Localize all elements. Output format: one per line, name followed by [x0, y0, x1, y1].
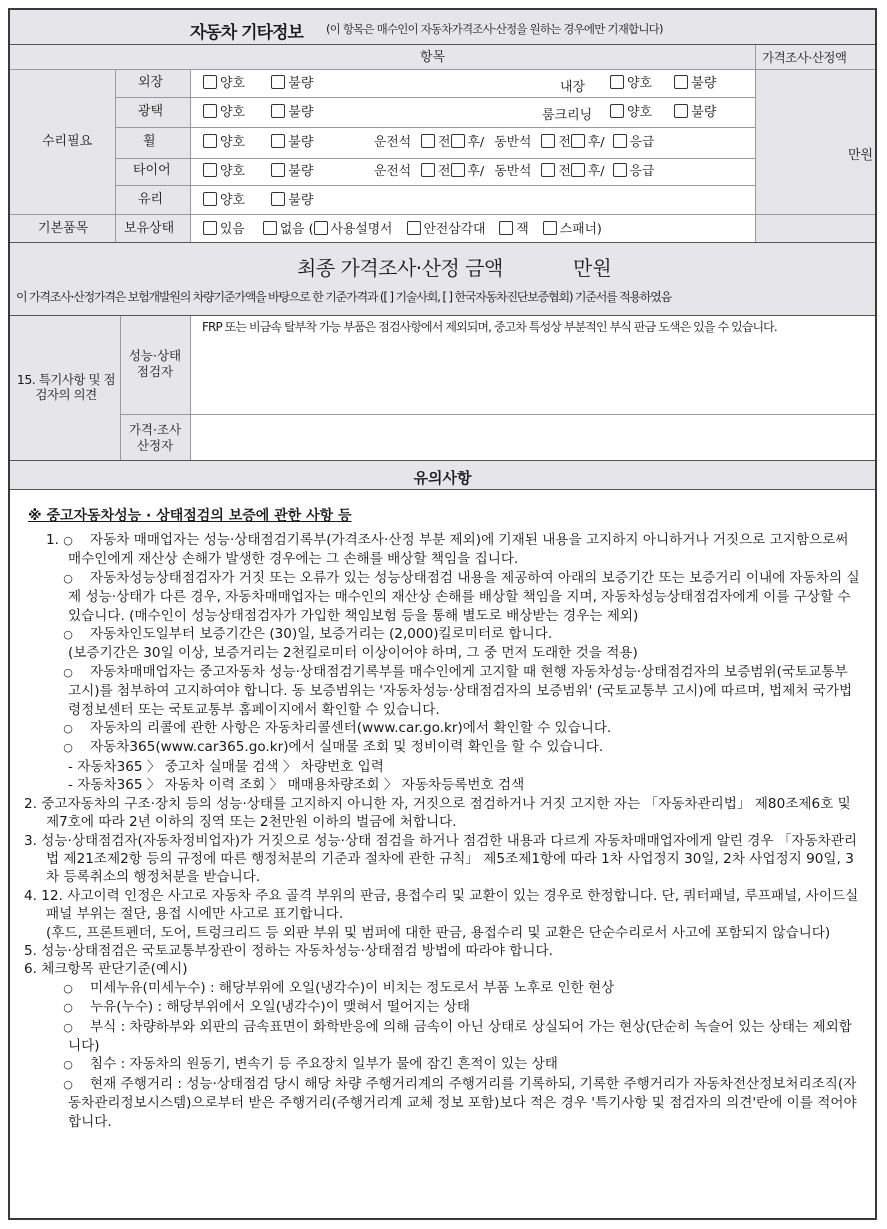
notice-3: 3. 성능·상태점검자(자동차정비업자)가 거짓으로 성능·상태 점검을 하거나 점검한 내용과 다르게 자동차매매업자에게 알린 경우 「자동차관리법 제21조제2항 등의 규정에 따른 행정처분의 기준과 절차에 관한 규칙」 제5조제1항에 따라 1차 사업정지 30일, 2차 사업정지 90일, 3차 등록취소의 행정처분을 받습니다.: [24, 832, 858, 886]
driver-front-checkbox[interactable]: [421, 134, 435, 148]
triangle-checkbox[interactable]: [407, 221, 421, 235]
owned-options: 있음 없음 ( 사용설명서 안전삼각대 잭 스패너): [203, 221, 602, 238]
owned-yes-checkbox[interactable]: [203, 221, 217, 235]
exterior-bad-checkbox[interactable]: [271, 75, 285, 89]
notice-header: 유의사항: [413, 469, 472, 487]
col-price-header: 가격조사·산정액: [762, 50, 847, 65]
interior-good-checkbox[interactable]: [610, 75, 624, 89]
notice-1c: 자동차인도일부터 보증기간은 (30)일, 보증거리는 (2,000)킬로미터로 합니다.: [90, 626, 553, 643]
driver-rear-checkbox[interactable]: [451, 134, 465, 148]
notice-6a: 미세누유(미세누수) : 해당부위에 오일(냉각수)이 비치는 정도로서 부품 노후로 인한 현상: [90, 979, 615, 996]
wheel-seat-row: 운전석 전 후/ 동반석 전 후/ 응급: [374, 135, 655, 150]
glass-options: 양호 불량: [203, 192, 321, 209]
appraiser-label: 가격·조사 산정자: [128, 422, 182, 453]
interior-label: 내장: [560, 80, 586, 95]
notice-6d: 침수 : 자동차의 원동기, 변속기 등 주요장치 일부가 물에 잠긴 흔적이 있는 상태: [90, 1056, 558, 1073]
gloss-options: 양호 불량: [203, 104, 321, 121]
notice-1f2: - 자동차365 〉 자동차 이력 조회 〉 매매용차량조회 〉 자동차등록번호 검색: [68, 777, 525, 794]
passenger-rear-checkbox[interactable]: [571, 134, 585, 148]
owned-no-checkbox[interactable]: [263, 221, 277, 235]
section-note: (이 항목은 매수인이 자동차가격조사·산정을 원하는 경우에만 기재합니다): [326, 22, 663, 36]
room-cleaning-label: 룸크리닝: [542, 108, 593, 123]
row-exterior: 외장: [138, 75, 164, 90]
gloss-good-checkbox[interactable]: [203, 104, 217, 118]
final-price-title: 최종 가격조사·산정 금액: [297, 256, 503, 280]
tire-good-checkbox[interactable]: [203, 163, 217, 177]
price-unit: 만원: [848, 148, 874, 163]
notice-4: 4. 12. 사고이력 인정은 사고로 자동차 주요 골격 부위의 판금, 용접수리 및 교환이 있는 경우로 한정합니다. 단, 쿼터패널, 루프패널, 사이드실패널 부위는 절단, 용접 시에만 사고로 표기합니다.: [24, 887, 859, 923]
passenger-front-checkbox-2[interactable]: [541, 163, 555, 177]
notice-5: 5. 성능·상태점검은 국토교통부장관이 정하는 자동차성능·상태점검 방법에 따라야 합니다.: [24, 942, 553, 959]
basic-items-label: 기본품목: [38, 221, 89, 236]
notice-2: 2. 중고자동차의 구조·장치 등의 성능·상태를 고지하지 아니한 자, 거짓으로 점검하거나 거짓 고지한 자는 「자동차관리법」 제80조제6호 및 제7호에 따라 2년 이하의 징역 또는 2천만원 이하의 벌금에 처합니다.: [24, 795, 851, 831]
opinion-label: 15. 특기사항 및 점검자의 의견: [16, 372, 116, 402]
driver-front-checkbox-2[interactable]: [421, 163, 435, 177]
jack-checkbox[interactable]: [499, 221, 513, 235]
passenger-rear-checkbox-2[interactable]: [571, 163, 585, 177]
document-frame: [8, 8, 877, 1220]
notice-6c: 부식 : 차량하부와 외판의 금속표면이 화학반응에 의해 금속이 아닌 상태로 상실되어 가는 현상(단순히 녹슬어 있는 상태는 제외합니다): [68, 1018, 852, 1054]
glass-good-checkbox[interactable]: [203, 192, 217, 206]
emergency-checkbox-2[interactable]: [613, 163, 627, 177]
driver-rear-checkbox-2[interactable]: [451, 163, 465, 177]
inspector-label: 성능·상태 점검자: [128, 348, 182, 379]
tire-bad-checkbox[interactable]: [271, 163, 285, 177]
notice-6e: 현재 주행거리 : 성능·상태점검 당시 해당 차량 주행거리계의 주행거리를 기록하되, 기록한 주행거리가 자동차전산정보처리조직(자동차관리정보시스템)으로부터 받은 주행거리(주행거리계 교체 정보 포함)보다 적은 경우 '특기사항 및 점검자의 의견'란에 이를 적어야 합니다.: [68, 1075, 857, 1130]
wheel-bad-checkbox[interactable]: [271, 134, 285, 148]
row-tire: 타이어: [133, 163, 171, 178]
wheel-options: 양호 불량: [203, 134, 321, 151]
emergency-checkbox[interactable]: [613, 134, 627, 148]
section-title: 자동차 기타정보: [190, 23, 303, 43]
room-cleaning-good-checkbox[interactable]: [610, 104, 624, 118]
wheel-good-checkbox[interactable]: [203, 134, 217, 148]
tire-seat-row: 운전석 전 후/ 동반석 전 후/ 응급: [374, 164, 655, 179]
passenger-front-checkbox[interactable]: [541, 134, 555, 148]
manual-checkbox[interactable]: [314, 221, 328, 235]
final-price-unit: 만원: [573, 256, 612, 280]
row-glass: 유리: [138, 192, 164, 207]
notice-1d: 자동차매매업자는 중고자동차 성능·상태점검기록부를 매수인에게 고지할 때 현행 자동차성능·상태점검자의 보증범위(국토교통부 고시)를 첨부하여 고지하여야 합니다. 동 보증범위는 '자동차성능·상태점검자의 보증범위' (국토교통부 고시)에 따르며, 법제처 국가법령정보센터 또는 국토교통부 홈페이지에서 확인할 수 있습니다.: [68, 663, 853, 718]
notice-list: 1. ○ 자동차 매매업자는 성능·상태점검기록부(가격조사·산정 부분 제외)에 기재된 내용을 고지하지 아니하거나 거짓으로 고지함으로써 매수인에게 재산상 손해가 발생한 경우에는 그 손해를 배상할 책임을 집니다. ○ 자동차성능상태점검자가 거짓 또는 오류가 있는 성능상태점검 내용을 제공하여 아래의 보증기간 또는 보증거리 이내에 자동차의 실제 성능·상태가 다른 경우, 자동차매매업자는 매수인의 재산상 손해를 배상할 책임을 지며, 자동차성능상태점검자에게 이를 구상할 수 있습니다. (매수인이 성능상태점검자가 가입한 책임보험 등을 통해 별도로 배상받는 경우는 제외) ○ 자동차인도일부터 보증기간은 (30)일, 보증거리는 (2,000)킬로미터로 합니다. (보증기간은 30일 이상, 보증거리는 2천킬로미터 이상이어야 하며, 그 중 먼저 도래한 것을 적용) ○ 자동차매매업자는 중고자동차 성능·상태점검기록부를 매수인에게 고지할 때 현행 자동차성능·상태점검자의 보증범위(국토교통부 고시)를 첨부하여 고지하여야 합니다. 동 보증범위는 '자동차성능·상태점검자의 보증범위' (국토교통부 고시)에 따르며, 법제처 국가법령정보센터 또는 국토교통부 홈페이지에서 확인할 수 있습니다. ○ 자동차의 리콜에 관한 사항은 자동차리콜센터(www.car.go.kr)에서 확인할 수 있습니다. ○ 자동차365(www.car365.go.kr)에서 실매물 조회 및 정비이력 확인을 할 수 있습니다. - 자동차365 〉 중고차 실매물 검색 〉 차량번호 입력 - 자동차365 〉 자동차 이력 조회 〉 매매용차량조회 〉 자동차등록번호 검색 2. 중고자동차의 구조·장치 등의 성능·상태를 고지하지 아니한 자, 거짓으로 점검하거나 거짓 고지한 자는 「자동차관리법」 제80조제6호 및 제7호에 따라 2년 이하의 징역 또는 2천만원 이하의 벌금에 처합니다. 3. 성능·상태점검자(자동차정비업자)가 거짓으로 성능·상태 점검을 하거나 점검한 내용과 다르게 자동차매매업자에게 알린 경우 「자동차관리법 제21조제2항 등의 규정에 따른 행정처분의 기준과 절차에 관한 규칙」 제5조제1항에 따라 1차 사업정지 30일, 2차 사업정지 90일, 3차 등록취소의 행정처분을 받습니다. 4. 12. 사고이력 인정은 사고로 자동차 주요 골격 부위의 판금, 용접수리 및 교환이 있는 경우로 한정합니다. 단, 쿼터패널, 루프패널, 사이드실패널 부위는 절단, 용접 시에만 사고로 표기합니다. (후드, 프론트펜더, 도어, 트렁크리드 등 외판 부위 및 범퍼에 대한 판금, 용접수리 및 교환은 단순수리로서 사고에 포함되지 않습니다) 5. 성능·상태점검은 국토교통부장관이 정하는 자동차성능·상태점검 방법에 따라야 합니다. 6. 체크항목 판단기준(예시) ○ 미세누유(미세누수) : 해당부위에 오일(냉각수)이 비치는 정도로서 부품 노후로 인한 현상 ○ 누유(누수) : 해당부위에서 오일(냉각수)이 맺혀서 떨어지는 상태 ○ 부식 : 차량하부와 외판의 금속표면이 화학반응에 의해 금속이 아닌 상태로 상실되어 가는 현상(단순히 녹슬어 있는 상태는 제외합니다) ○ 침수 : 자동차의 원동기, 변속기 등 주요장치 일부가 물에 잠긴 흔적이 있는 상태 ○ 현재 주행거리 : 성능·상태점검 당시 해당 차량 주행거리계의 주행거리를 기록하되, 기록한 주행거리가 자동차전산정보처리조직(자동차관리정보시스템)으로부터 받은 주행거리(주행거리계 교체 정보 포함)보다 적은 경우 '특기사항 및 점검자의 의견'란에 이를 적어야 합니다.: [24, 532, 860, 1130]
notice-1f: 자동차365(www.car365.go.kr)에서 실매물 조회 및 정비이력 확인을 할 수 있습니다.: [90, 739, 604, 756]
col-item-header: 항목: [420, 50, 446, 65]
notice-1f1: - 자동차365 〉 중고차 실매물 검색 〉 차량번호 입력: [68, 758, 384, 775]
room-cleaning-options: 양호 불량: [610, 104, 724, 121]
row-wheel: 휠: [143, 134, 156, 149]
notice-subtitle: ※ 중고자동차성능 · 상태점검의 보증에 관한 사항 등: [28, 508, 352, 524]
spanner-checkbox[interactable]: [543, 221, 557, 235]
row-owned: 보유상태: [124, 221, 175, 236]
inspector-opinion-text: FRP 또는 비금속 탈부착 가능 부품은 점검사항에서 제외되며, 중고차 특성상 부분적인 부식 판금 도색은 있을 수 있습니다.: [202, 320, 777, 334]
interior-options: 양호 불량: [610, 75, 724, 92]
notice-4b: (후드, 프론트펜더, 도어, 트렁크리드 등 외판 부위 및 범퍼에 대한 판금, 용접수리 및 교환은 단순수리로서 사고에 포함되지 않습니다): [46, 924, 831, 941]
interior-bad-checkbox[interactable]: [674, 75, 688, 89]
row-gloss: 광택: [138, 104, 164, 119]
exterior-good-checkbox[interactable]: [203, 75, 217, 89]
tire-options: 양호 불량: [203, 163, 321, 180]
exterior-options: 양호 불량: [203, 75, 321, 92]
notice-6b: 누유(누수) : 해당부위에서 오일(냉각수)이 맺혀서 떨어지는 상태: [90, 999, 471, 1016]
room-cleaning-bad-checkbox[interactable]: [674, 104, 688, 118]
gloss-bad-checkbox[interactable]: [271, 104, 285, 118]
notice-1c2: (보증기간은 30일 이상, 보증거리는 2천킬로미터 이상이어야 하며, 그 중 먼저 도래한 것을 적용): [68, 645, 638, 662]
notice-1b: 자동차성능상태점검자가 거짓 또는 오류가 있는 성능상태점검 내용을 제공하여 아래의 보증기간 또는 보증거리 이내에 자동차의 실제 성능·상태가 다른 경우, 자동차매매업자는 매수인의 재산상 손해를 배상할 책임을 지며, 자동차성능상태점검자에게 이를 구상할 수 있습니다. (매수인이 성능상태점검자가 가입한 책임보험 등을 통해 별도로 배상받는 경우는 제외): [68, 569, 860, 624]
notice-1e: 자동차의 리콜에 관한 사항은 자동차리콜센터(www.car.go.kr)에서 확인할 수 있습니다.: [90, 720, 612, 737]
final-price-note: 이 가격조사·산정가격은 보험개발원의 차량기준가액을 바탕으로 한 기준가격과 ([ ] 기술사회, [ ] 한국자동차진단보증협회) 기준서를 적용하였음: [16, 290, 672, 304]
repair-needed-label: 수리필요: [42, 134, 93, 149]
glass-bad-checkbox[interactable]: [271, 192, 285, 206]
notice-6: 6. 체크항목 판단기준(예시): [24, 961, 188, 978]
notice-1a: 자동차 매매업자는 성능·상태점검기록부(가격조사·산정 부분 제외)에 기재된 내용을 고지하지 아니하거나 거짓으로 고지함으로써 매수인에게 재산상 손해가 발생한 경우에는 그 손해를 배상할 책임을 집니다.: [68, 532, 849, 568]
